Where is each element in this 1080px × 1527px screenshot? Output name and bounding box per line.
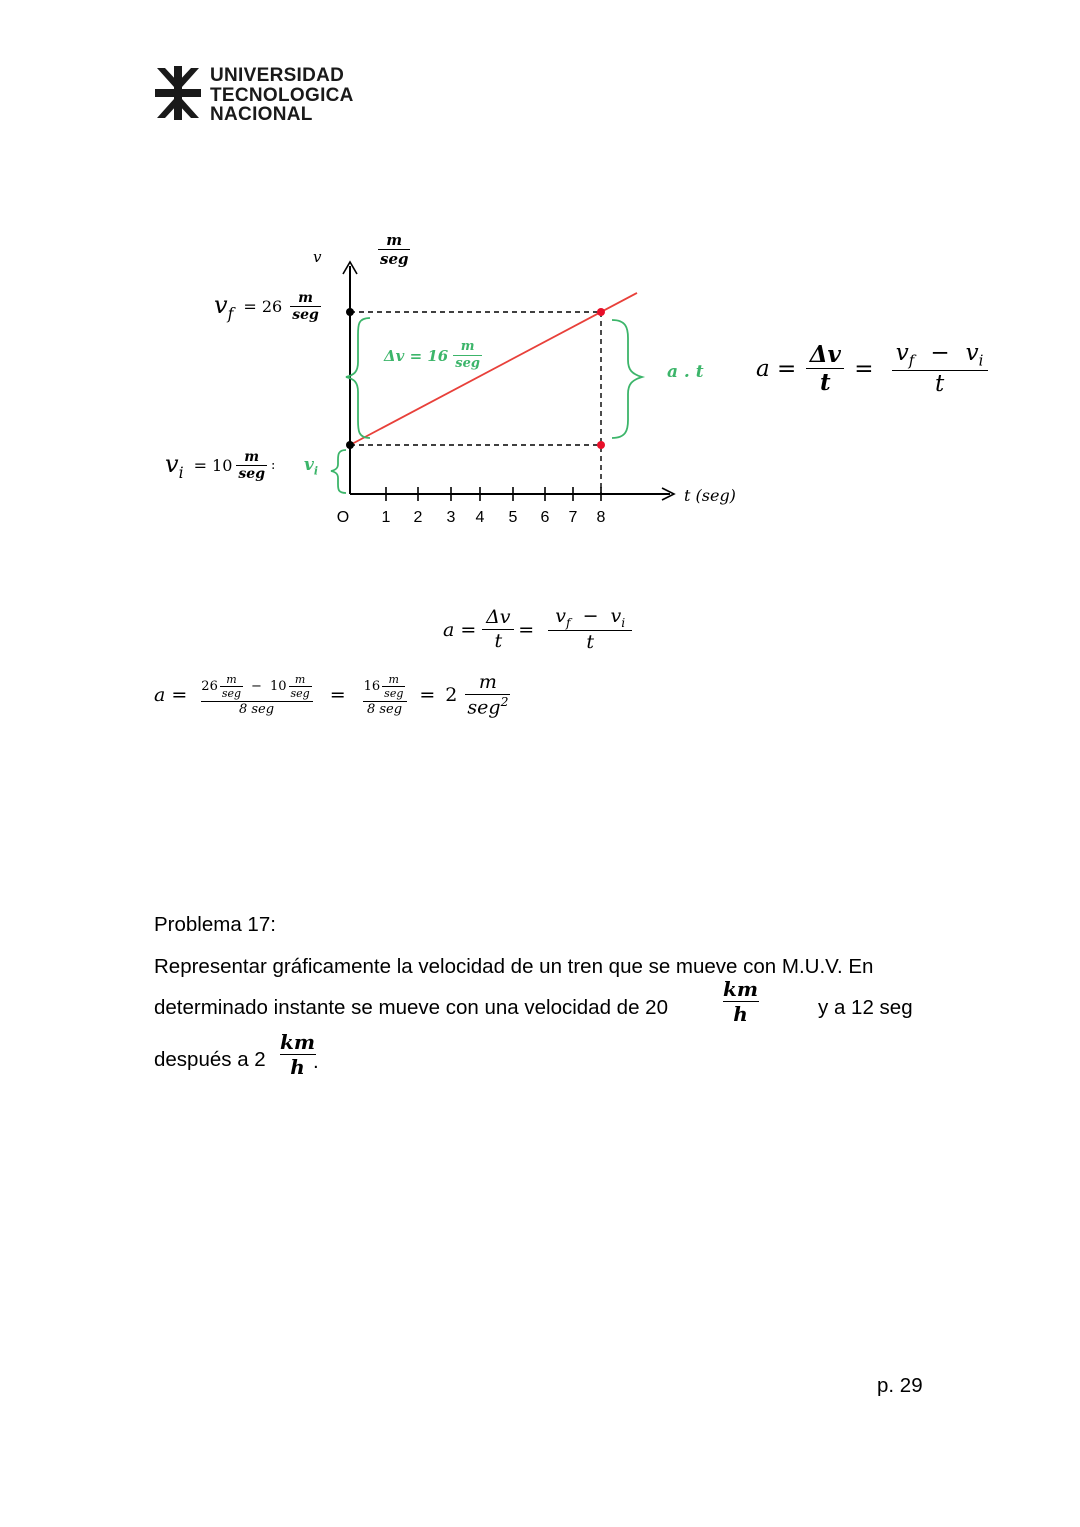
brace-vi	[331, 450, 346, 493]
formula-right: a = $\frac{\Delta v}{t}$ = $\frac{v_f - v_i}{t}$	[756, 340, 988, 398]
problem-frac-2: $\frac{km}{h}$	[280, 1030, 316, 1079]
problem-line-2a: determinado instante se mueve con una velocidad de 20	[154, 996, 668, 1019]
vi-label: $v_i$ = 10 $\frac{m}{\text{seg}}$ :	[165, 449, 276, 483]
x-axis-label: t (seg)	[684, 486, 736, 505]
formula-center: a = $\frac{\Delta v}{t}$ = $\frac{v_f - v_i}{t}$	[443, 606, 632, 654]
delta-v-label: Δv = 16 $\frac{m}{\text{seg}}$	[384, 339, 480, 371]
point-end	[597, 308, 605, 316]
brace-vi-label: $v_i$	[304, 455, 319, 478]
page-number: p. 29	[877, 1374, 923, 1397]
x-tick-label: 5	[508, 509, 518, 526]
problem-line-3-end: .	[313, 1050, 319, 1073]
velocity-time-chart	[0, 0, 1080, 560]
problem-line-1: Representar gráficamente la velocidad de un tren que se mueve con M.U.V. En	[154, 955, 874, 978]
logo-line-3: NACIONAL	[210, 104, 313, 125]
x-tick-label: 1	[381, 509, 391, 526]
problem-line-3a: después a 2	[154, 1048, 266, 1071]
vf-label: $v_f$ = 26 $\frac{m}{\text{seg}}$	[214, 290, 319, 324]
problem-line-2b: y a 12 seg	[818, 996, 913, 1019]
origin-label: O	[336, 509, 350, 526]
brace-at	[612, 320, 642, 438]
point-end-low	[597, 441, 605, 449]
logo-line-1: UNIVERSIDAD	[210, 65, 345, 86]
at-label: a . t	[667, 362, 704, 382]
logo-line-2: TECNOLOGICA	[210, 84, 354, 106]
y-axis-label: v	[313, 248, 322, 266]
x-tick-label: 6	[540, 509, 550, 526]
point-vi-axis	[346, 441, 354, 449]
x-tick-label: 7	[568, 509, 578, 526]
x-tick-label: 2	[413, 509, 423, 526]
problem-title: Problema 17:	[154, 913, 276, 936]
x-tick-label: 8	[596, 509, 606, 526]
y-axis-unit: m seg	[380, 231, 409, 269]
point-vf-axis	[346, 308, 354, 316]
x-tick-label: 3	[446, 509, 456, 526]
problem-frac-1: $\frac{km}{h}$	[723, 977, 759, 1026]
formula-calc: a = 26 $\frac{m}{\text{seg}}$ − 10 $\frac{m}{\text{seg}}$ 8 seg = 16 $\frac{m}{\text{seg}}$ 8 seg = 2 $\frac{m}{seg^2}$	[154, 671, 509, 719]
x-tick-label: 4	[475, 509, 485, 526]
